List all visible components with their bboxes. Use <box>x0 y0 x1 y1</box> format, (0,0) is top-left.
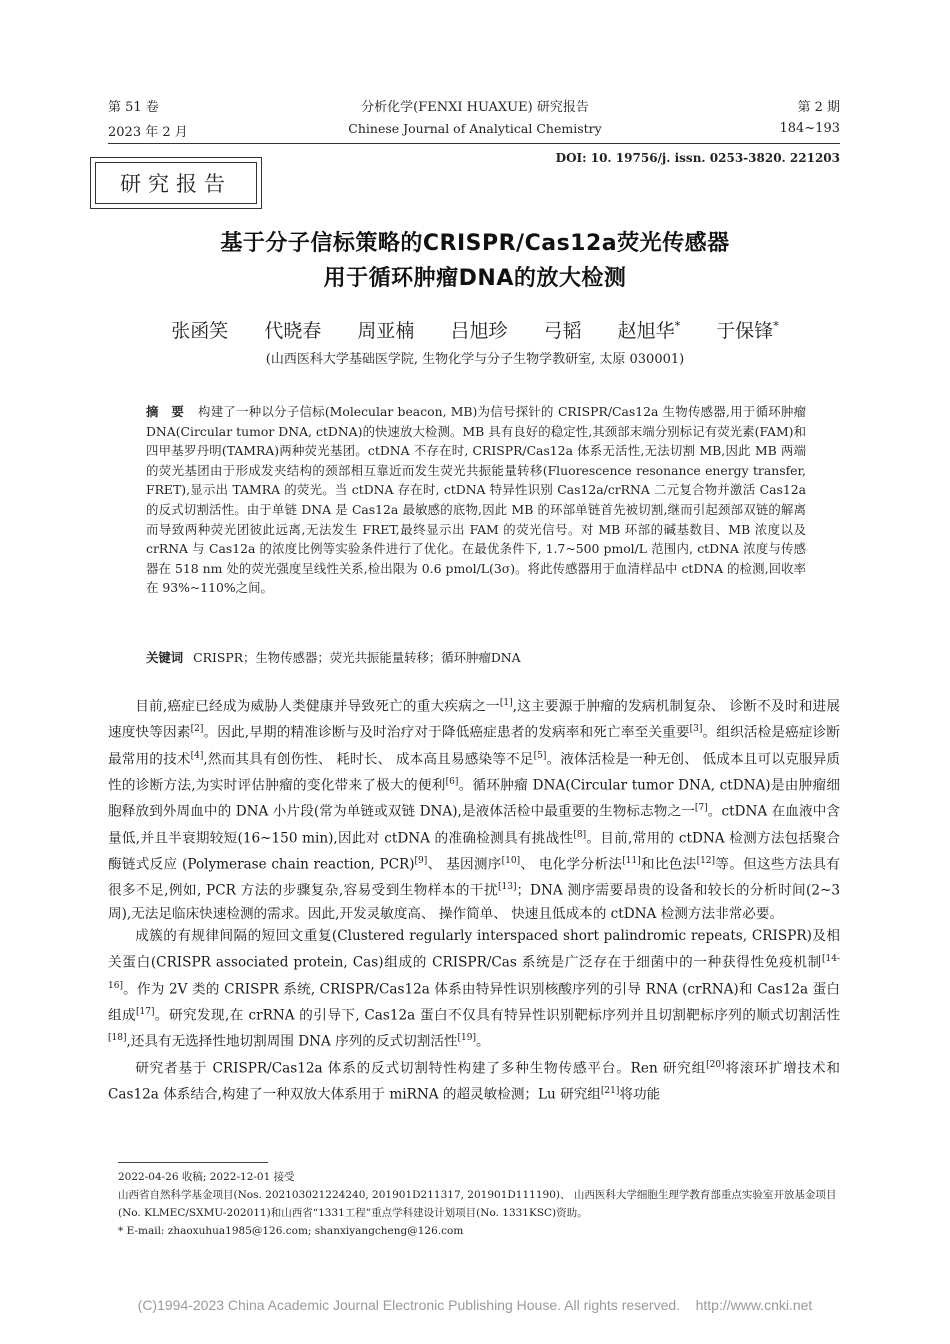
body-text <box>108 692 840 1106</box>
section-label-box <box>90 157 262 209</box>
author: 张函笑 <box>171 320 229 342</box>
journal-name-en: Chinese Journal of Analytical Chemistry <box>348 121 602 136</box>
volume-label: 第 51 卷 <box>108 100 159 115</box>
doi: DOI: 10. 19756/j. issn. 0253-3820. 221203 <box>555 151 840 165</box>
author: 吕旭珍 <box>450 320 508 342</box>
author: 赵旭华* <box>617 319 681 342</box>
abstract <box>146 402 806 598</box>
journal-name-cn: 分析化学(FENXI HUAXUE) 研究报告 <box>361 100 589 115</box>
paragraph-2: 成簇的有规律间隔的短回文重复(Clustered regularly interspaced short palindromic repeats, CRISPR)及相关蛋白(CRISPR associated protein, Cas)组成的 CRISPR/Cas 系统是广泛存在于细菌中的一种获得性免疫机制[14-16]。作为 2V 类的 CRISPR 系统, CRISPR/Cas12a 体系由特异性识别核酸序列的引导 RNA (crRNA)和 Cas12a 蛋白组成[17]。研究发现,在 crRNA 的引导下, Cas12a 蛋白不仅具有特异性识别靶标序列并且切割靶标序列的顺式切割活性[18],还具有无选择性地切割周围 DNA 序列的反式切割活性[19]。 <box>108 928 840 1050</box>
author-list <box>0 316 950 343</box>
author: 于保锋* <box>716 319 779 342</box>
abstract-label: 摘 要 <box>146 404 185 419</box>
paper-title-line-2: 用于循环肿瘤DNA的放大检测 <box>323 266 627 291</box>
page-range: 184~193 <box>779 121 840 136</box>
section-label: 研究报告 <box>95 162 257 204</box>
keywords <box>146 648 806 666</box>
header-rule <box>108 143 840 144</box>
keywords-label: 关键词 <box>146 650 184 665</box>
author: 代晓春 <box>264 320 322 342</box>
keywords-text: CRISPR；生物传感器；荧光共振能量转移；循环肿瘤DNA <box>193 650 521 665</box>
copyright-watermark: (C)1994-2023 China Academic Journal Electronic Publishing House. All rights reserved. http://www.cnki.net <box>137 1297 813 1313</box>
footnotes <box>118 1168 840 1240</box>
abstract-text: 构建了一种以分子信标(Molecular beacon, MB)为信号探针的 CRISPR/Cas12a 生物传感器,用于循环肿瘤 DNA(Circular tumor DNA, ctDNA)的快速放大检测。MB 具有良好的稳定性,其颈部末端分别标记有荧光素(FAM)和四甲基罗丹明(TAMRA)两种荧光基团。ctDNA 不存在时, CRISPR/Cas12a 体系无活性,无法切割 MB,因此 MB 两端的荧光基团由于形成发夹结构的颈部相互靠近而发生荧光共振能量转移(Fluorescence resonance energy transfer, FRET),显示出 TAMRA 的荧光。当 ctDNA 存在时, ctDNA 特异性识别 Cas12a/crRNA 二元复合物并激活 Cas12a 的反式切割活性。由于单链 DNA 是 Cas12a 最敏感的底物,因此 MB 的环部单链首先被切割,继而引起颈部双链的解离而导致两种荧光团彼此远离,无法发生 FRET,最终显示出 FAM 的荧光信号。对 MB 环部的碱基数目、MB 浓度以及 crRNA 与 Cas12a 的浓度比例等实验条件进行了优化。在最优条件下, 1.7~500 pmol/L 范围内, ctDNA 浓度与传感器在 518 nm 处的荧光强度呈线性关系,检出限为 0.6 pmol/L(3σ)。将此传感器用于血清样品中 ctDNA 的检测,回收率在 93%~110%之间。 <box>146 404 807 596</box>
author: 弓韬 <box>543 320 582 342</box>
author: 周亚楠 <box>357 320 415 342</box>
date-label: 2023 年 2 月 <box>108 125 188 140</box>
issue-label: 第 2 期 <box>797 100 840 115</box>
paragraph-3: 研究者基于 CRISPR/Cas12a 体系的反式切割特性构建了多种生物传感平台。Ren 研究组[20]将滚环扩增技术和 Cas12a 体系结合,构建了一种双放大体系用于 miRNA 的超灵敏检测；Lu 研究组[21]将功能 <box>108 1059 840 1103</box>
paragraph-1: 目前,癌症已经成为威胁人类健康并导致死亡的重大疾病之一[1],这主要源于肿瘤的发病机制复杂、 诊断不及时和进展速度快等因素[2]。因此,早期的精准诊断与及时治疗对于降低癌症患者的发病率和死亡率至关重要[3]。组织活检是癌症诊断最常用的技术[4],然而其具有创伤性、 耗时长、 成本高且易感染等不足[5]。液体活检是一种无创、 低成本且可以克服异质性的诊断方法,为实时评估肿瘤的变化带来了极大的便利[6]。循环肿瘤 DNA(Circular tumor DNA, ctDNA)是由肿瘤细胞释放到外周血中的 DNA 小片段(常为单链或双链 DNA),是液体活检中最重要的生物标志物之一[7]。ctDNA 在血液中含量低,并且半衰期较短(16~150 min),因此对 ctDNA 的准确检测具有挑战性[8]。目前,常用的 ctDNA 检测方法包括聚合酶链式反应 (Polymerase chain reaction, PCR)[9]、 基因测序[10]、 电化学分析法[11]和比色法[12]等。但这些方法具有很多不足,例如, PCR 方法的步骤复杂,容易受到生物样本的干扰[13]；DNA 测序需要昂贵的设备和较长的分析时间(2~3 周),无法足临床快速检测的需求。因此,开发灵敏度高、 操作简单、 快速且低成本的 ctDNA 检测方法非常必要。 <box>108 698 841 922</box>
affiliation: (山西医科大学基础医学院, 生物化学与分子生物学教研室, 太原 030001) <box>265 352 685 367</box>
paper-title-line-1: 基于分子信标策略的CRISPR/Cas12a荧光传感器 <box>220 231 730 256</box>
received-dates: 2022-04-26 收稿; 2022-12-01 接受 <box>118 1171 295 1183</box>
corresponding-email: * E-mail: zhaoxuhua1985@126.com; shanxiyangcheng@126.com <box>118 1225 464 1237</box>
funding-note: 山西省自然科学基金项目(Nos. 202103021224240, 201901D211317, 201901D111190)、 山西医科大学细胞生理学教育部重点实验室开放基金项目(No. KLMEC/SXMU-202011)和山西省“1331工程”重点学科建设计划项目(No. 1331KSC)资助。 <box>118 1189 837 1219</box>
footnote-rule <box>118 1162 268 1163</box>
